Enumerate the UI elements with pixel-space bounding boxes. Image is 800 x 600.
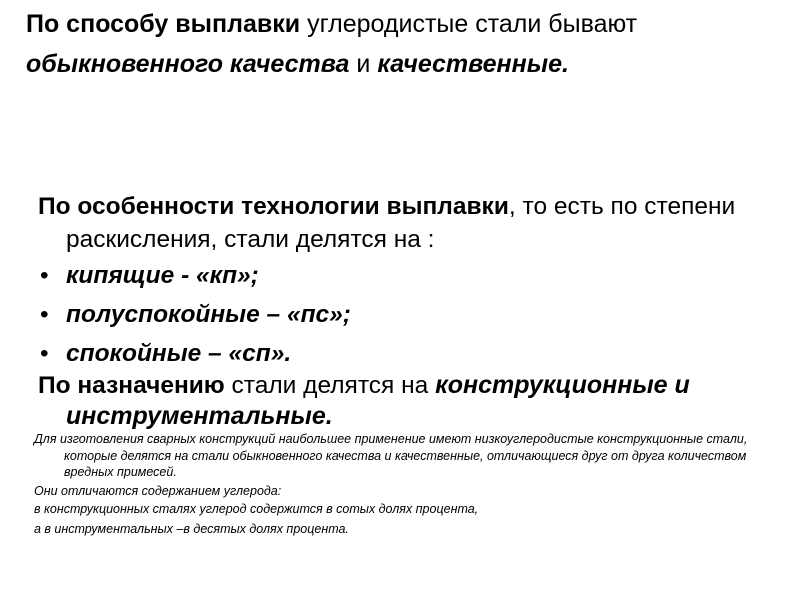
paragraph-deoxidation bbox=[38, 190, 768, 373]
bullet-icon: • bbox=[40, 262, 49, 289]
term-structural-tool: конструкционные и инструментальные. bbox=[66, 371, 690, 430]
term-quality: качественные. bbox=[377, 50, 569, 78]
deoxidation-lead bbox=[38, 190, 768, 256]
text-purpose: стали делятся на bbox=[224, 372, 429, 399]
text-and: и bbox=[349, 50, 378, 78]
notes-block bbox=[34, 431, 774, 537]
text-melting-method: углеродистые стали бывают bbox=[300, 10, 638, 38]
list-item bbox=[38, 295, 768, 334]
note-tool-carbon: а в инструментальных –в десятых долях процента. bbox=[34, 521, 349, 536]
steel-types-list bbox=[38, 256, 768, 373]
list-item-label: кипящие - «кп»; bbox=[66, 262, 259, 289]
bullet-icon: • bbox=[40, 301, 49, 328]
list-item bbox=[38, 334, 768, 373]
list-item bbox=[38, 256, 768, 295]
heading-purpose: По назначению bbox=[38, 372, 225, 399]
list-item-label: полуспокойные – «пс»; bbox=[66, 301, 351, 328]
term-ordinary-quality: обыкновенного качества bbox=[26, 50, 350, 78]
heading-melting-method: По способу выплавки bbox=[26, 10, 301, 38]
text-deoxidation: , то есть по степени раскисления, стали делятся на : bbox=[66, 193, 736, 253]
paragraph-purpose bbox=[38, 370, 800, 432]
bullet-icon: • bbox=[40, 340, 49, 367]
note-structural-carbon: в конструкционных сталях углерод содержится в сотых долях процента, bbox=[34, 502, 479, 516]
heading-technology: По особенности технологии выплавки bbox=[38, 193, 509, 220]
note-welded-structures: Для изготовления сварных конструкций наибольшее применение имеют низкоуглеродистые конструкционные стали, которые делятся на стали обыкновенного качества и качественные, отличающиеся друг от друга количеством вредных примесей. bbox=[34, 432, 748, 479]
paragraph-melting-method bbox=[26, 4, 766, 84]
list-item-label: спокойные – «сп». bbox=[66, 340, 292, 367]
note-carbon-content: Они отличаются содержанием углерода: bbox=[34, 483, 282, 498]
